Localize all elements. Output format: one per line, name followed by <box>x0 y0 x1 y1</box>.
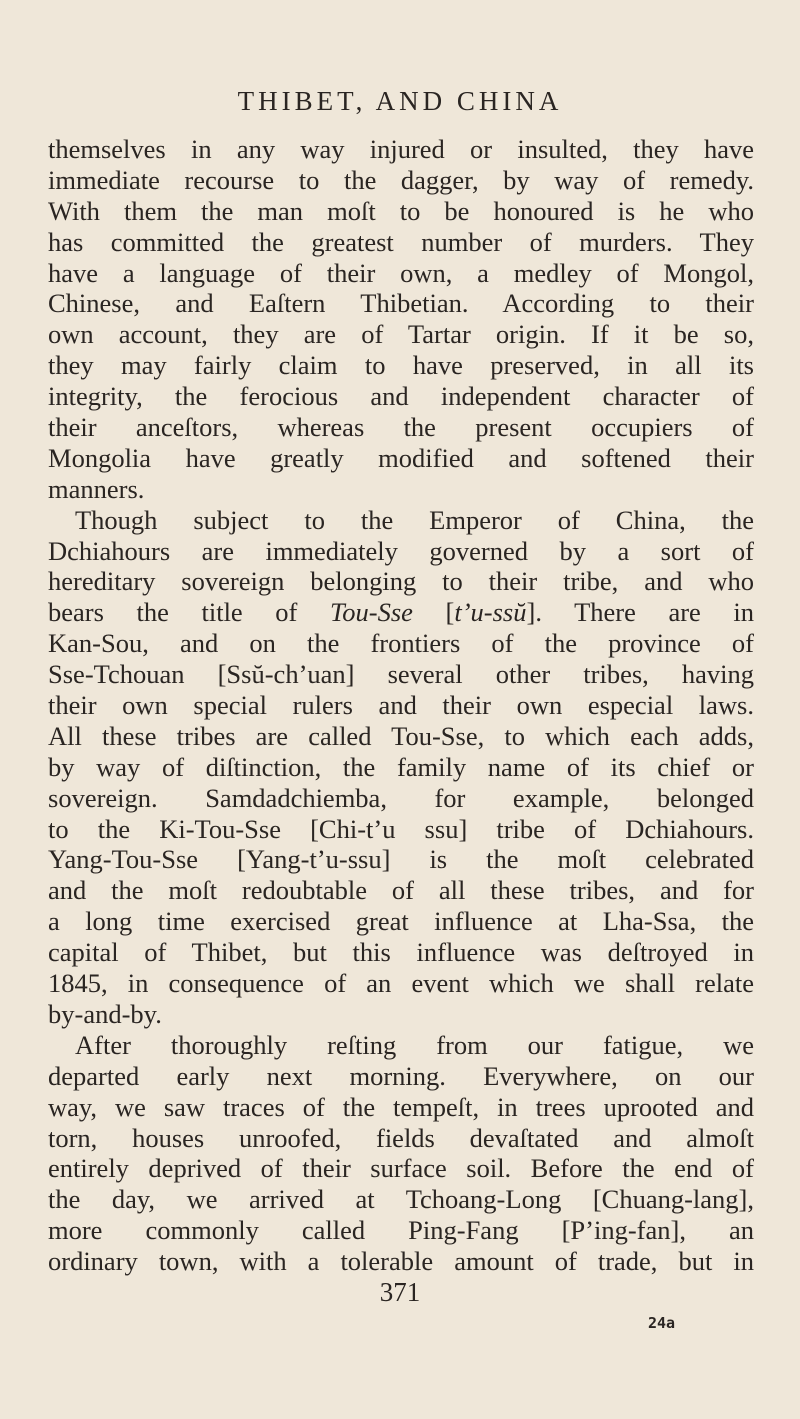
text-line: to the Ki-Tou-Sse [Chi-t’u ssu] tribe of Dchiahours. <box>48 813 754 844</box>
signature-mark: 24a <box>648 1314 676 1332</box>
text-line: their own special rulers and their own especial laws. <box>48 690 754 721</box>
text-line: the day, we arrived at Tchoang-Long [Chuang-lang], <box>48 1184 754 1215</box>
text-line: a long time exercised great influence at Lha-Ssa, the <box>48 906 754 937</box>
text-line: ordinary town, with a tolerable amount of trade, but in <box>48 1246 754 1277</box>
text-line: Chinese, and Eaſtern Thibetian. According to their <box>48 288 754 319</box>
page-number: 371 <box>379 1277 421 1307</box>
text-line: have a language of their own, a medley of Mongol, <box>48 257 754 288</box>
text-line: 1845, in consequence of an event which we shall relate <box>48 968 754 999</box>
text-line: integrity, the ferocious and independent character of <box>48 381 754 412</box>
text-line: themselves in any way injured or insulted, they have <box>48 134 754 164</box>
text-line: has committed the greatest number of murders. They <box>48 226 754 257</box>
text-line: by-and-by. <box>48 998 162 1029</box>
text-line: Kan-Sou, and on the frontiers of the province of <box>48 628 754 659</box>
text-line: immediate recourse to the dagger, by way of remedy. <box>48 164 754 195</box>
italic-term: t’u-ssŭ <box>454 597 527 628</box>
text-line: more commonly called Ping-Fang [P’ing-fan], an <box>48 1215 754 1246</box>
text-line: they may fairly claim to have preserved, in all its <box>48 350 754 381</box>
text-line: With them the man moſt to be honoured is he who <box>48 195 754 226</box>
running-header: THIBET, AND CHINA <box>237 86 563 116</box>
text-line: Though subject to the Emperor of China, the <box>75 504 754 535</box>
text-line: capital of Thibet, but this influence was deſtroyed in <box>48 937 754 968</box>
text-line: by way of diſtinction, the family name of its chief or <box>48 751 754 782</box>
text-line: manners. <box>48 473 145 504</box>
text-line: Yang-Tou-Sse [Yang-t’u-ssu] is the moſt celebrated <box>48 844 754 875</box>
text-line: entirely deprived of their surface soil. Before the end of <box>48 1153 754 1184</box>
text-line: departed early next morning. Everywhere, on our <box>48 1060 754 1091</box>
italic-term: Tou-Sse <box>329 597 413 628</box>
text-line: Dchiahours are immediately governed by a sort of <box>48 535 754 566</box>
text-line: and the moſt redoubtable of all these tribes, and for <box>48 875 754 906</box>
text-line: sovereign. Samdadchiemba, for example, belonged <box>48 782 754 813</box>
text-line: Sse-Tchouan [Ssŭ-ch’uan] several other tribes, having <box>48 659 754 690</box>
text-line: torn, houses unroofed, fields devaſtated and almoſt <box>48 1122 754 1153</box>
text-segment: ]. There are in <box>526 597 755 628</box>
text-line: own account, they are of Tartar origin. If it be so, <box>48 319 754 350</box>
text-line: After thoroughly reſting from our fatigue, we <box>75 1029 754 1060</box>
text-segment: [ <box>412 597 455 628</box>
text-line: their anceſtors, whereas the present occupiers of <box>48 412 754 443</box>
text-line: hereditary sovereign belonging to their tribe, and who <box>48 566 754 597</box>
body-text <box>48 134 754 1277</box>
text-line: Mongolia have greatly modified and softened their <box>48 442 754 473</box>
text-line <box>48 597 754 628</box>
text-segment: bears the title of <box>48 597 330 628</box>
text-line: All these tribes are called Tou-Sse, to which each adds, <box>48 720 754 751</box>
text-line: way, we saw traces of the tempeſt, in trees uprooted and <box>48 1091 754 1122</box>
